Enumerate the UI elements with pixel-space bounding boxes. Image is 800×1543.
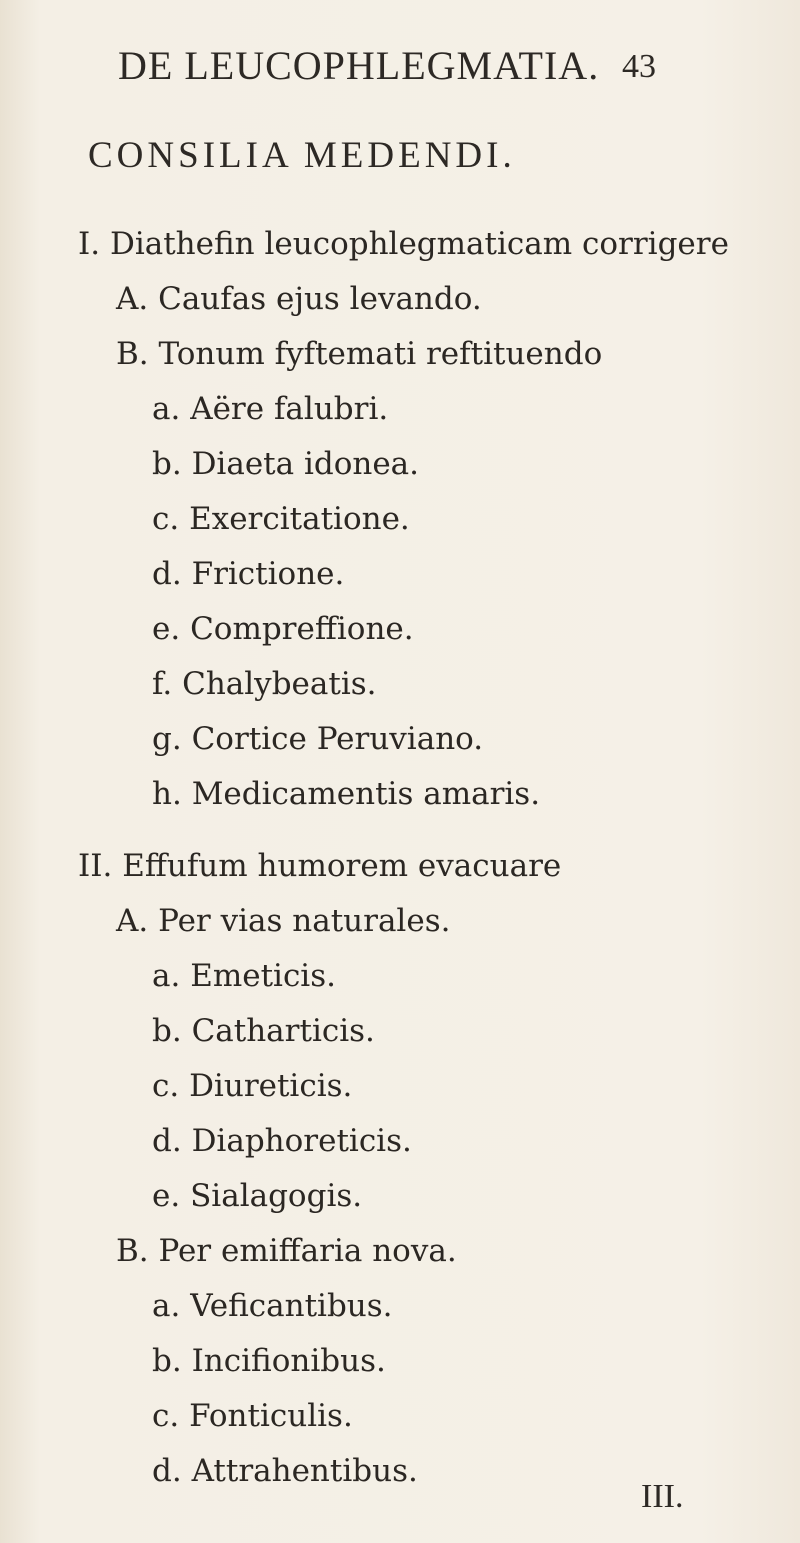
list-item — [152, 446, 419, 482]
section-numeral: II. — [78, 848, 113, 884]
item-marker: a. — [152, 1288, 181, 1324]
section-numeral: I. — [78, 226, 101, 262]
item-marker: g. — [152, 721, 182, 757]
item-text: Exercitatione. — [189, 501, 410, 537]
list-item — [152, 391, 388, 427]
list-item — [152, 1123, 412, 1159]
subsection-marker: B. — [116, 336, 149, 372]
subsection-text: Per vias naturales. — [158, 903, 451, 939]
section-text: Effufum humorem evacuare — [122, 848, 562, 884]
subsection-text: Caufas ejus levando. — [158, 281, 482, 317]
list-item — [152, 1453, 418, 1489]
list-item — [152, 1288, 393, 1324]
list-item — [152, 776, 540, 812]
subsection-heading — [116, 903, 450, 939]
subsection-text: Tonum fyftemati reftituendo — [158, 336, 603, 372]
subsection-marker: A. — [116, 281, 149, 317]
item-marker: d. — [152, 1453, 182, 1489]
subsection-heading — [116, 336, 602, 372]
list-item — [152, 1343, 386, 1379]
list-item — [152, 1398, 353, 1434]
list-item — [152, 666, 377, 702]
item-marker: d. — [152, 1123, 182, 1159]
item-marker: d. — [152, 556, 182, 592]
section-title: CONSILIA MEDENDI. — [88, 135, 516, 176]
running-head: DE LEUCOPHLEGMATIA. — [118, 43, 600, 88]
list-item — [152, 501, 410, 537]
subsection-marker: B. — [116, 1233, 149, 1269]
list-item — [152, 556, 344, 592]
item-marker: f. — [152, 666, 173, 702]
list-item — [152, 1013, 375, 1049]
item-marker: c. — [152, 501, 180, 537]
page-number: 43 — [622, 48, 656, 85]
section-heading-2 — [78, 848, 561, 884]
item-text: Aëre falubri. — [190, 391, 389, 427]
section-heading-1 — [78, 226, 729, 262]
item-text: Veficantibus. — [190, 1288, 393, 1324]
item-marker: c. — [152, 1398, 180, 1434]
item-marker: e. — [152, 611, 181, 647]
subsection-text: Per emiffaria nova. — [158, 1233, 457, 1269]
item-text: Diaphoreticis. — [191, 1123, 412, 1159]
item-text: Diaeta idonea. — [191, 446, 420, 482]
item-marker: b. — [152, 1013, 182, 1049]
item-marker: b. — [152, 1343, 182, 1379]
item-text: Incifionibus. — [191, 1343, 386, 1379]
item-marker: b. — [152, 446, 182, 482]
catchword: III. — [641, 1478, 684, 1515]
item-marker: a. — [152, 391, 181, 427]
item-text: Emeticis. — [190, 958, 336, 994]
item-text: Frictione. — [191, 556, 345, 592]
item-text: Diureticis. — [189, 1068, 353, 1104]
item-text: Sialagogis. — [190, 1178, 363, 1214]
subsection-heading — [116, 1233, 457, 1269]
item-marker: e. — [152, 1178, 181, 1214]
item-text: Chalybeatis. — [182, 666, 377, 702]
subsection-marker: A. — [116, 903, 149, 939]
item-text: Attrahentibus. — [191, 1453, 418, 1489]
list-item — [152, 721, 483, 757]
list-item — [152, 1068, 352, 1104]
item-text: Compreffione. — [190, 611, 414, 647]
item-text: Fonticulis. — [189, 1398, 353, 1434]
list-item — [152, 611, 414, 647]
item-marker: h. — [152, 776, 182, 812]
subsection-heading — [116, 281, 482, 317]
item-text: Catharticis. — [191, 1013, 375, 1049]
list-item — [152, 958, 336, 994]
list-item — [152, 1178, 362, 1214]
item-marker: a. — [152, 958, 181, 994]
item-text: Cortice Peruviano. — [191, 721, 484, 757]
item-text: Medicamentis amaris. — [191, 776, 541, 812]
section-text: Diathefin leucophlegmaticam corrigere — [109, 226, 729, 262]
item-marker: c. — [152, 1068, 180, 1104]
